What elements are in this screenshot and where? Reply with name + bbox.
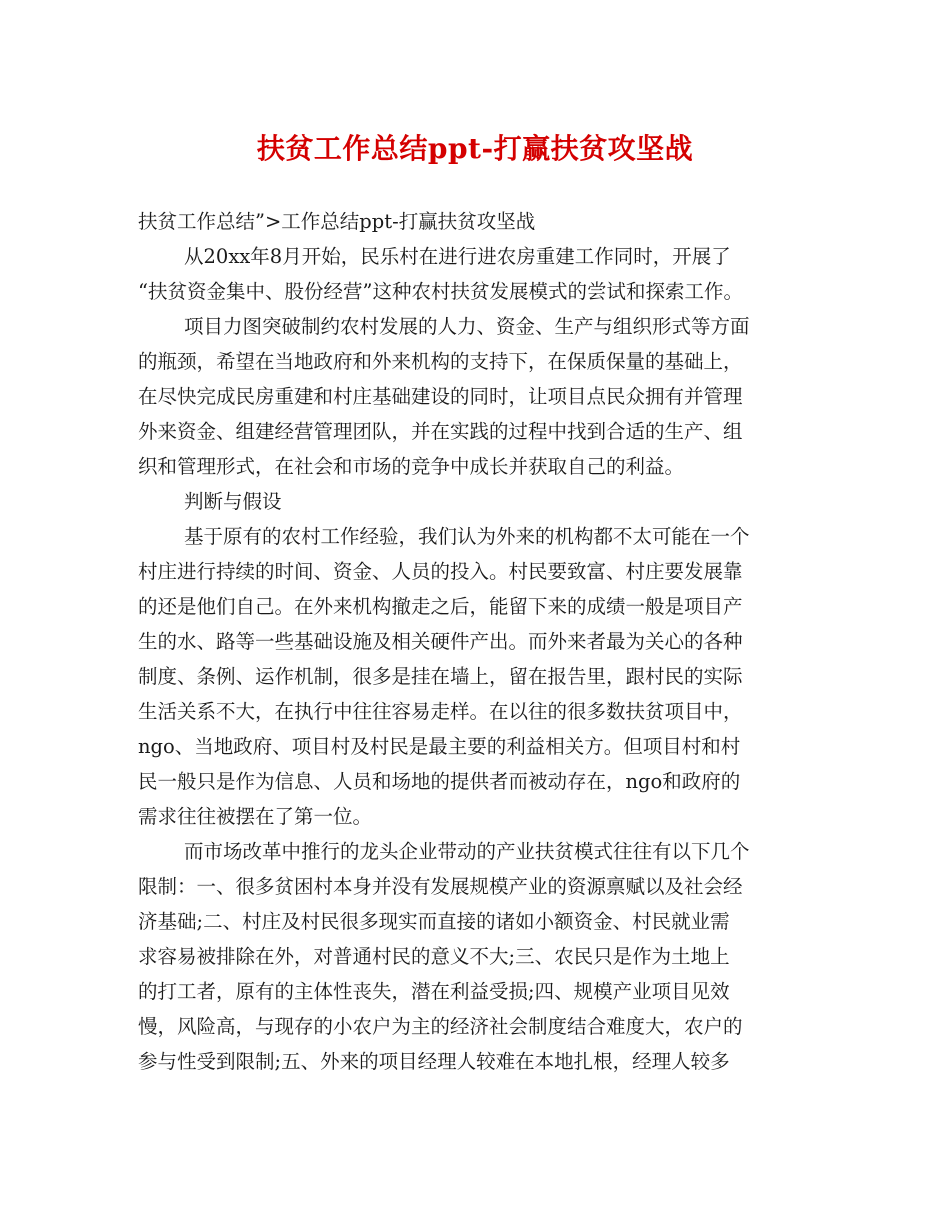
text-line: 的打工者，原有的主体性丧失，潜在利益受损;四、规模产业项目见效: [138, 980, 730, 1003]
text-line: ngo、当地政府、项目村及村民是最主要的利益相关方。但项目村和村: [138, 735, 741, 758]
text-line: 需求往往被摆在了第一位。: [138, 805, 373, 828]
text-line: 在尽快完成民房重建和村庄基础建设的同时，让项目点民众拥有并管理: [138, 385, 743, 408]
text-line: “扶贫资金集中、股份经营”这种农村扶贫发展模式的尝试和探索工作。: [138, 280, 743, 303]
text-line: 参与性受到限制;五、外来的项目经理人较难在本地扎根，经理人较多: [138, 1050, 730, 1073]
text-line: 基于原有的农村工作经验，我们认为外来的机构都不太可能在一个: [184, 525, 750, 548]
text-line: 限制：一、很多贫困村本身并没有发展规模产业的资源禀赋以及社会经: [138, 875, 743, 898]
document-title: 扶贫工作总结ppt-打赢扶贫攻坚战: [256, 132, 694, 165]
text-line: 求容易被排除在外，对普通村民的意义不大;三、农民只是作为土地上: [138, 945, 730, 968]
text-line: 生的水、路等一些基础设施及相关硬件产出。而外来者最为关心的各种: [138, 630, 743, 653]
text-line: 项目力图突破制约农村发展的人力、资金、生产与组织形式等方面: [184, 315, 750, 338]
text-line: 村庄进行持续的时间、资金、人员的投入。村民要致富、村庄要发展靠: [138, 560, 743, 583]
text-line: 慢，风险高，与现存的小农户为主的经济社会制度结合难度大，农户的: [138, 1015, 743, 1038]
text-line: 外来资金、组建经营管理团队，并在实践的过程中找到合适的生产、组: [138, 420, 743, 443]
text-line: 判断与假设: [184, 490, 282, 513]
text-line: 从20xx年8月开始，民乐村在进行进农房重建工作同时，开展了: [184, 245, 731, 268]
text-line: 制度、条例、运作机制，很多是挂在墙上，留在报告里，跟村民的实际: [138, 665, 743, 688]
text-line: 民一般只是作为信息、人员和场地的提供者而被动存在，ngo和政府的: [138, 770, 741, 793]
text-line: 扶贫工作总结”>工作总结ppt-打赢扶贫攻坚战: [138, 210, 536, 233]
text-line: 济基础;二、村庄及村民很多现实而直接的诸如小额资金、村民就业需: [138, 910, 730, 933]
text-line: 的还是他们自己。在外来机构撤走之后，能留下来的成绩一般是项目产: [138, 595, 743, 618]
text-line: 织和管理形式，在社会和市场的竞争中成长并获取自己的利益。: [138, 455, 685, 478]
text-line: 生活关系不大，在执行中往往容易走样。在以往的很多数扶贫项目中，: [138, 700, 743, 723]
document-body: [138, 204, 828, 1079]
text-line: 的瓶颈，希望在当地政府和外来机构的支持下，在保质保量的基础上，: [138, 350, 743, 373]
text-line: 而市场改革中推行的龙头企业带动的产业扶贫模式往往有以下几个: [184, 840, 750, 863]
